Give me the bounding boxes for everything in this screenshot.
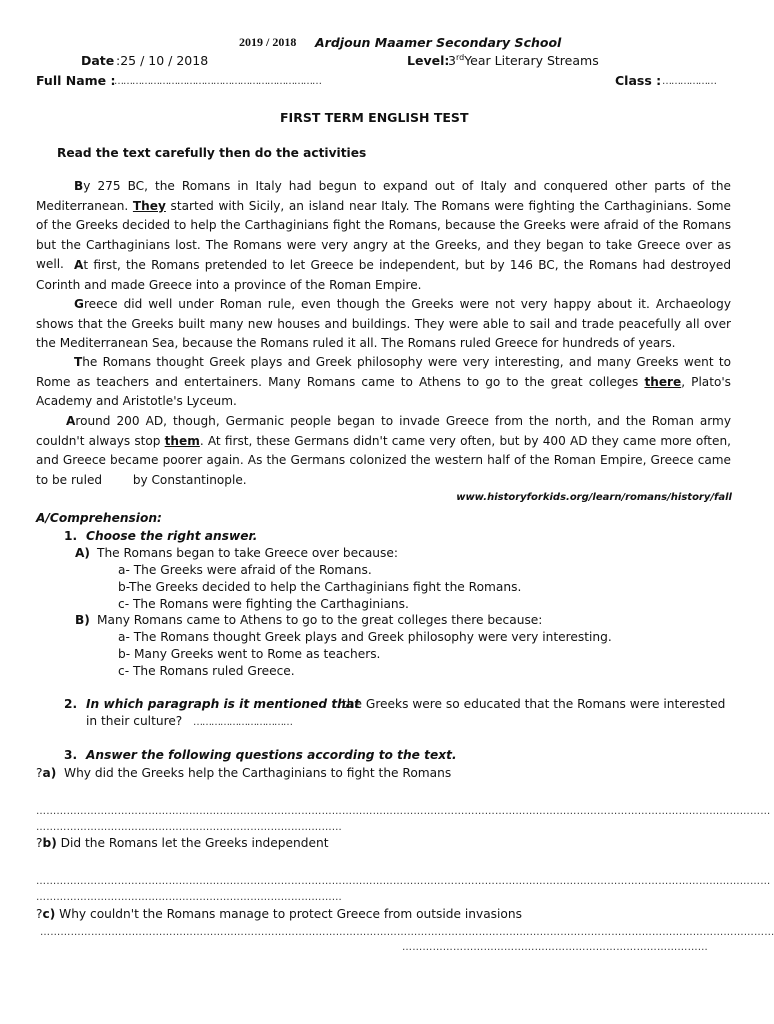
level-value-wrap [448,53,599,68]
question-b [36,836,328,850]
answer-line-a2[interactable]: ……………………………………………………………………………… [36,822,342,833]
option-B-c[interactable]: c- The Romans ruled Greece. [118,664,295,678]
drop-cap: G [74,297,84,311]
question-mark: ? [36,766,43,780]
option-A-a[interactable]: a- The Greeks were afraid of the Romans. [118,563,372,577]
question-c-text: Why couldn't the Romans manage to protect Greece from outside invasions [59,907,522,921]
paragraph-text: round 200 AD, though, Germanic people began to invade Greece from the north, and the Roman army couldn't always stop [36,414,731,448]
question-1-number: 1. [64,529,78,543]
paragraph-text: he Romans thought Greek plays and Greek philosophy were very interesting, and many Greeks went to Rome as teachers and entertainers. Many Romans came to Athens to go to the great colleges [36,355,731,389]
drop-cap: A [66,414,76,428]
question-2-line2: in their culture? [86,714,183,728]
answer-line-b2[interactable]: ……………………………………………………………………………… [36,892,342,903]
paragraph-text: t first, the Romans pretended to let Greece be independent, but by 146 BC, the Romans had destroyed Corinth and made Greece into a province of the Roman Empire. [36,258,731,292]
question-2-text: the Greeks were so educated that the Romans were interested [342,697,726,711]
question-2-bold: In which paragraph is it mentioned that [86,697,360,711]
question-3-title: Answer the following questions according to the text. [86,748,457,762]
answer-line-b1[interactable]: ……………………………………………………………………………………………………………………………………………………………………………………………… [36,876,771,887]
question-b-text: Did the Romans let the Greeks independent [60,836,329,850]
paragraph-text: y 275 BC, the Romans in Italy had begun to expand out of Italy and conquered other parts of the Mediterranean. [36,179,731,213]
level-text: Year Literary Streams [464,53,599,69]
drop-cap: A [74,258,84,272]
instruction: Read the text carefully then do the activities [57,146,367,160]
question-1-title: Choose the right answer. [86,529,258,543]
answer-line-c1[interactable]: ……………………………………………………………………………………………………………………………………………………………………………………………… [40,927,774,938]
highlighted-word-there: there [644,374,682,389]
question-A-label: A) [75,546,91,560]
paragraph-3 [36,295,731,354]
option-A-b[interactable]: b-The Greeks decided to help the Carthaginians fight the Romans. [118,580,522,594]
test-title: FIRST TERM ENGLISH TEST [280,110,469,125]
date-value: :25 / 10 / 2018 [116,53,209,68]
answer-line-c2[interactable]: ……………………………………………………………………………… [402,942,708,953]
question-b-label: b) [42,836,57,850]
question-3-number: 3. [64,748,78,762]
paragraph-text: , Plato's Academy and Aristotle's Lyceum. [36,374,731,409]
question-c [36,907,522,921]
class-field[interactable]: ……………… [662,76,716,87]
paragraph-text: reece did well under Roman rule, even though the Greeks were not very happy about it. Archaeology shows that the Greeks built many new houses and buildings. They were able to sail and trade peacefully all over the Mediterranean Sea, because the Romans ruled it all. The Romans ruled Greece for hundreds of years. [36,297,731,351]
question-mark: ? [36,907,43,921]
school-name: Ardjoun Maamer Secondary School [315,35,562,50]
answer-line-a1[interactable]: ……………………………………………………………………………………………………………………………………………………………………………………………… [36,806,771,817]
paragraph-2 [36,256,731,295]
question-a [36,766,451,780]
question-a-label: a) [42,766,57,780]
option-B-a[interactable]: a- The Romans thought Greek plays and Greek philosophy were very interesting. [118,630,612,644]
school-year: 2019 / 2018 [239,35,297,49]
level-suffix: rd [455,53,465,62]
date-label: Date [81,53,115,68]
highlighted-word-them: them [164,433,200,448]
fullname-label: Full Name : [36,73,116,88]
question-2-number: 2. [64,697,78,711]
source-link[interactable]: www.historyforkids.org/learn/romans/history/fall [456,492,732,503]
level-label: Level: [407,53,450,68]
paragraph-5 [36,412,735,490]
paragraph-4 [36,353,731,412]
level-number: 3 [448,53,456,69]
drop-cap: B [74,179,84,193]
question-c-label: c) [42,907,56,921]
option-A-c[interactable]: c- The Romans were fighting the Carthaginians. [118,597,409,611]
drop-cap: T [74,355,83,369]
question-B-text: Many Romans came to Athens to go to the great colleges there because: [97,613,543,627]
paragraph-text: started with Sicily, an island near Italy. The Romans were fighting the Carthaginians. Some of the Greeks decided to help the Carthaginians fight the Romans, because the Greeks were afraid of the Romans but the Carthaginians lost. The Romans were very angry at the Greeks, and they began to take Greece over as well. [36,198,731,272]
question-B-label: B) [75,613,90,627]
highlighted-word-they: They [132,198,166,213]
paragraph-text: . At first, these Germans didn't came very often, but by 400 AD they came more often, and Greece became poorer again. As the Germans colonized the western half of the Roman Empire, Greece came to be ruled by Constantinople. [36,433,735,487]
question-mark: ? [36,836,43,850]
section-heading: A/Comprehension: [36,511,162,525]
fullname-field[interactable]: …………………………………………………………… [114,76,321,87]
question-2-answer-field[interactable]: …………………………… [193,717,292,728]
class-label: Class : [615,73,662,88]
question-a-text: Why did the Greeks help the Carthaginians to fight the Romans [64,766,452,780]
question-A-text: The Romans began to take Greece over because: [97,546,398,560]
option-B-b[interactable]: b- Many Greeks went to Rome as teachers. [118,647,381,661]
